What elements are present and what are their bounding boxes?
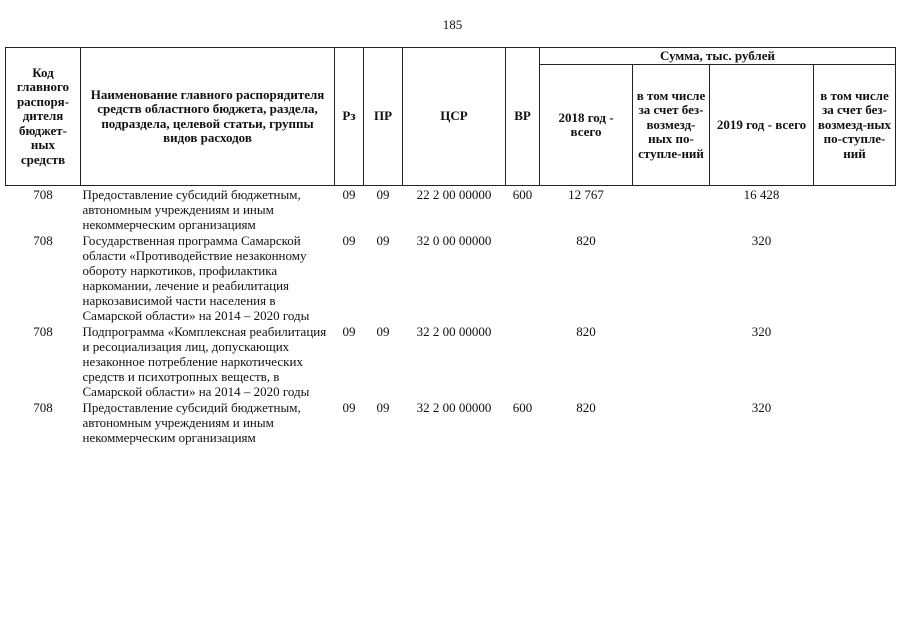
cell-csr: 32 2 00 00000 — [416, 324, 492, 339]
header-total-2018: 2018 год - всего — [540, 65, 633, 186]
cell-name: Предоставление субсидий бюджетным, автономным учреждениям и иным некоммерческим организациям — [82, 400, 301, 445]
header-csr: ЦСР — [403, 48, 506, 186]
cell-pr: 09 — [376, 233, 390, 248]
cell-code: 708 — [33, 400, 53, 415]
cell-total-2019: 320 — [751, 233, 772, 248]
header-pr: ПР — [364, 48, 403, 186]
cell-vr: 600 — [512, 187, 533, 202]
cell-code: 708 — [33, 324, 53, 339]
cell-code: 708 — [33, 187, 53, 202]
header-name: Наименование главного распорядителя средств областного бюджета, раздела, подраздела, целевой статьи, группы видов расходов — [81, 48, 335, 186]
header-rz: Рз — [335, 48, 364, 186]
cell-rz: 09 — [342, 324, 356, 339]
cell-total-2018: 12 767 — [568, 187, 604, 202]
cell-bezv-2018 — [633, 323, 710, 399]
table-row — [6, 232, 896, 323]
cell-name: Предоставление субсидий бюджетным, автономным учреждениям и иным некоммерческим организациям — [82, 187, 301, 232]
cell-pr: 09 — [376, 400, 390, 415]
cell-name: Подпрограмма «Комплексная реабилитация и ресоциализация лиц, допускающих незаконное потребление наркотических средств и психотропных веществ, в Самарской области» на 2014 – 2020 годы — [82, 324, 327, 399]
cell-bezv-2018 — [633, 186, 710, 233]
cell-vr — [506, 232, 540, 323]
table-row — [6, 323, 896, 399]
page-number: 185 — [442, 17, 463, 32]
cell-pr: 09 — [376, 187, 390, 202]
cell-total-2018: 820 — [576, 400, 596, 415]
cell-bezv-2019 — [814, 323, 896, 399]
cell-bezv-2018 — [633, 232, 710, 323]
cell-csr: 32 2 00 00000 — [416, 400, 492, 415]
cell-pr: 09 — [376, 324, 390, 339]
header-total-2019: 2019 год - всего — [710, 65, 814, 186]
cell-csr: 22 2 00 00000 — [416, 187, 492, 202]
header-vr: ВР — [506, 48, 540, 186]
table-row — [6, 399, 896, 445]
cell-bezv-2019 — [814, 399, 896, 445]
cell-code: 708 — [33, 233, 53, 248]
cell-total-2019: 320 — [751, 400, 772, 415]
table-row — [6, 186, 896, 233]
cell-vr — [506, 323, 540, 399]
cell-bezv-2019 — [814, 186, 896, 233]
cell-rz: 09 — [342, 187, 356, 202]
budget-table — [5, 47, 896, 445]
header-code: Код главного распоря-дителя бюджет-ных средств — [6, 48, 81, 186]
cell-total-2018: 820 — [576, 324, 596, 339]
cell-total-2018: 820 — [576, 233, 596, 248]
cell-vr: 600 — [512, 400, 533, 415]
cell-rz: 09 — [342, 400, 356, 415]
cell-bezv-2018 — [633, 399, 710, 445]
header-bezv-2018: в том числе за счет без-возмезд-ных по-ступле-ний — [633, 65, 710, 186]
cell-rz: 09 — [342, 233, 356, 248]
cell-name: Государственная программа Самарской области «Противодействие незаконному обороту наркотиков, профилактика наркомании, лечение и реабилитация наркозависимой части населения в Самарской области» на 2014 – 2020 годы — [82, 233, 310, 323]
header-bezv-2019: в том числе за счет без-возмезд-ных по-ступле-ний — [814, 65, 896, 186]
cell-total-2019: 16 428 — [743, 187, 780, 202]
cell-total-2019: 320 — [751, 324, 772, 339]
header-sum-group: Сумма, тыс. рублей — [540, 48, 896, 65]
cell-bezv-2019 — [814, 232, 896, 323]
cell-csr: 32 0 00 00000 — [416, 233, 492, 248]
